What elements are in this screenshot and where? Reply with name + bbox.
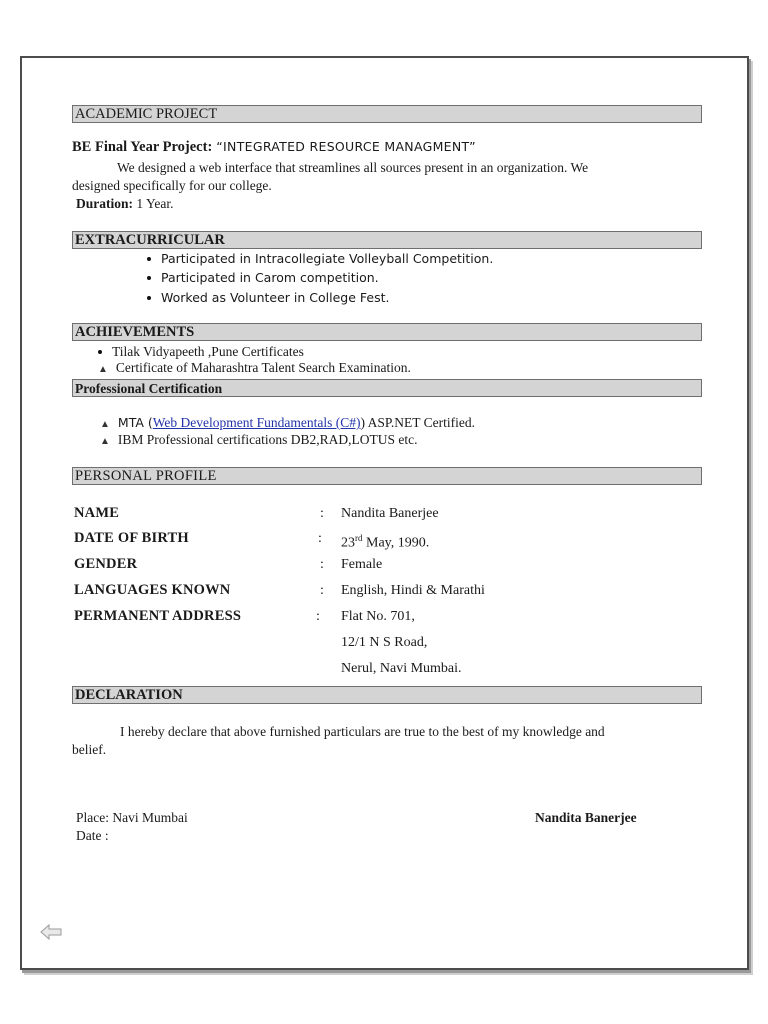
web-dev-fundamentals-link[interactable]: Web Development Fundamentals (C#) xyxy=(152,415,361,430)
mta-cert-line xyxy=(100,415,475,433)
be-project-label: BE Final Year Project: xyxy=(72,139,213,155)
academic-project-header: ACADEMIC PROJECT xyxy=(75,106,218,122)
section-header-achievements xyxy=(72,323,702,341)
colon: : xyxy=(320,557,324,572)
signature-name: Nandita Banerjee xyxy=(535,810,637,825)
declaration-header: DECLARATION xyxy=(75,687,183,703)
colon: : xyxy=(318,531,322,546)
dob-day: 23 xyxy=(341,535,355,551)
section-header-personal-profile xyxy=(72,467,702,485)
bullet-icon xyxy=(147,276,151,280)
duration-line xyxy=(76,196,174,212)
resume-page xyxy=(20,56,749,970)
project-desc-line-1: We designed a web interface that streamlines all sources present in an organization. We xyxy=(117,160,589,175)
personal-profile-header: PERSONAL PROFILE xyxy=(75,468,217,484)
be-project-line xyxy=(72,138,476,156)
declaration-line-1: I hereby declare that above furnished particulars are true to the best of my knowledge and xyxy=(120,724,605,739)
extracurricular-item xyxy=(147,270,379,285)
bullet-icon xyxy=(147,257,151,261)
section-header-declaration xyxy=(72,686,702,704)
duration-label: Duration: xyxy=(76,196,133,211)
extracurricular-item xyxy=(147,251,493,266)
triangle-bullet-icon: ▲ xyxy=(98,364,108,375)
dob-rest: May, 1990. xyxy=(362,535,430,551)
name-label: NAME xyxy=(74,505,120,521)
colon: : xyxy=(320,583,324,598)
achievement-item-text: Certificate of Maharashtra Talent Search Examination. xyxy=(115,360,411,375)
address-line-2: 12/1 N S Road, xyxy=(341,635,428,650)
mta-prefix: MTA ( xyxy=(117,415,153,430)
back-arrow-icon[interactable] xyxy=(40,924,62,945)
triangle-bullet-icon: ▲ xyxy=(100,419,110,430)
place-line: Place: Navi Mumbai xyxy=(76,810,188,825)
achievements-header: ACHIEVEMENTS xyxy=(75,324,195,340)
ibm-cert-line xyxy=(100,432,417,450)
duration-value: 1 Year. xyxy=(136,196,174,211)
date-line: Date : xyxy=(76,828,109,843)
extracurricular-header: EXTRACURRICULAR xyxy=(75,232,225,248)
achievement-item-text: Tilak Vidyapeeth ,Pune Certificates xyxy=(112,344,304,359)
extracurricular-item-text: Worked as Volunteer in College Fest. xyxy=(161,290,390,305)
extracurricular-item xyxy=(147,290,389,305)
extracurricular-item-text: Participated in Carom competition. xyxy=(161,270,379,285)
colon: : xyxy=(320,506,324,521)
dob-value xyxy=(341,530,429,552)
name-value: Nandita Banerjee xyxy=(341,506,439,521)
dob-label: DATE OF BIRTH xyxy=(74,530,189,546)
professional-certification-header: Professional Certification xyxy=(75,381,223,396)
achievement-item xyxy=(98,344,304,360)
address-label: PERMANENT ADDRESS xyxy=(74,608,242,624)
be-project-title: “INTEGRATED RESOURCE MANAGMENT” xyxy=(216,139,476,154)
gender-value: Female xyxy=(341,557,383,572)
section-header-extracurricular xyxy=(72,231,702,249)
ibm-cert-text: IBM Professional certifications DB2,RAD,LOTUS etc. xyxy=(117,432,418,447)
address-line-3: Nerul, Navi Mumbai. xyxy=(341,661,462,676)
gender-label: GENDER xyxy=(74,556,138,572)
extracurricular-item-text: Participated in Intracollegiate Volleyball Competition. xyxy=(161,251,494,266)
dob-suffix: rd xyxy=(355,533,363,543)
declaration-line-2: belief. xyxy=(72,742,107,757)
address-line-1: Flat No. 701, xyxy=(341,609,415,624)
project-desc-line-2: designed specifically for our college. xyxy=(72,178,272,193)
mta-suffix: ) ASP.NET Certified. xyxy=(360,415,476,430)
triangle-bullet-icon: ▲ xyxy=(100,436,110,447)
achievement-item xyxy=(98,360,411,378)
bullet-icon xyxy=(98,350,102,354)
section-header-professional-certification xyxy=(72,379,702,397)
languages-value: English, Hindi & Marathi xyxy=(341,583,485,598)
colon: : xyxy=(316,609,320,624)
languages-label: LANGUAGES KNOWN xyxy=(74,582,231,598)
section-header-academic-project xyxy=(72,105,702,123)
bullet-icon xyxy=(147,296,151,300)
